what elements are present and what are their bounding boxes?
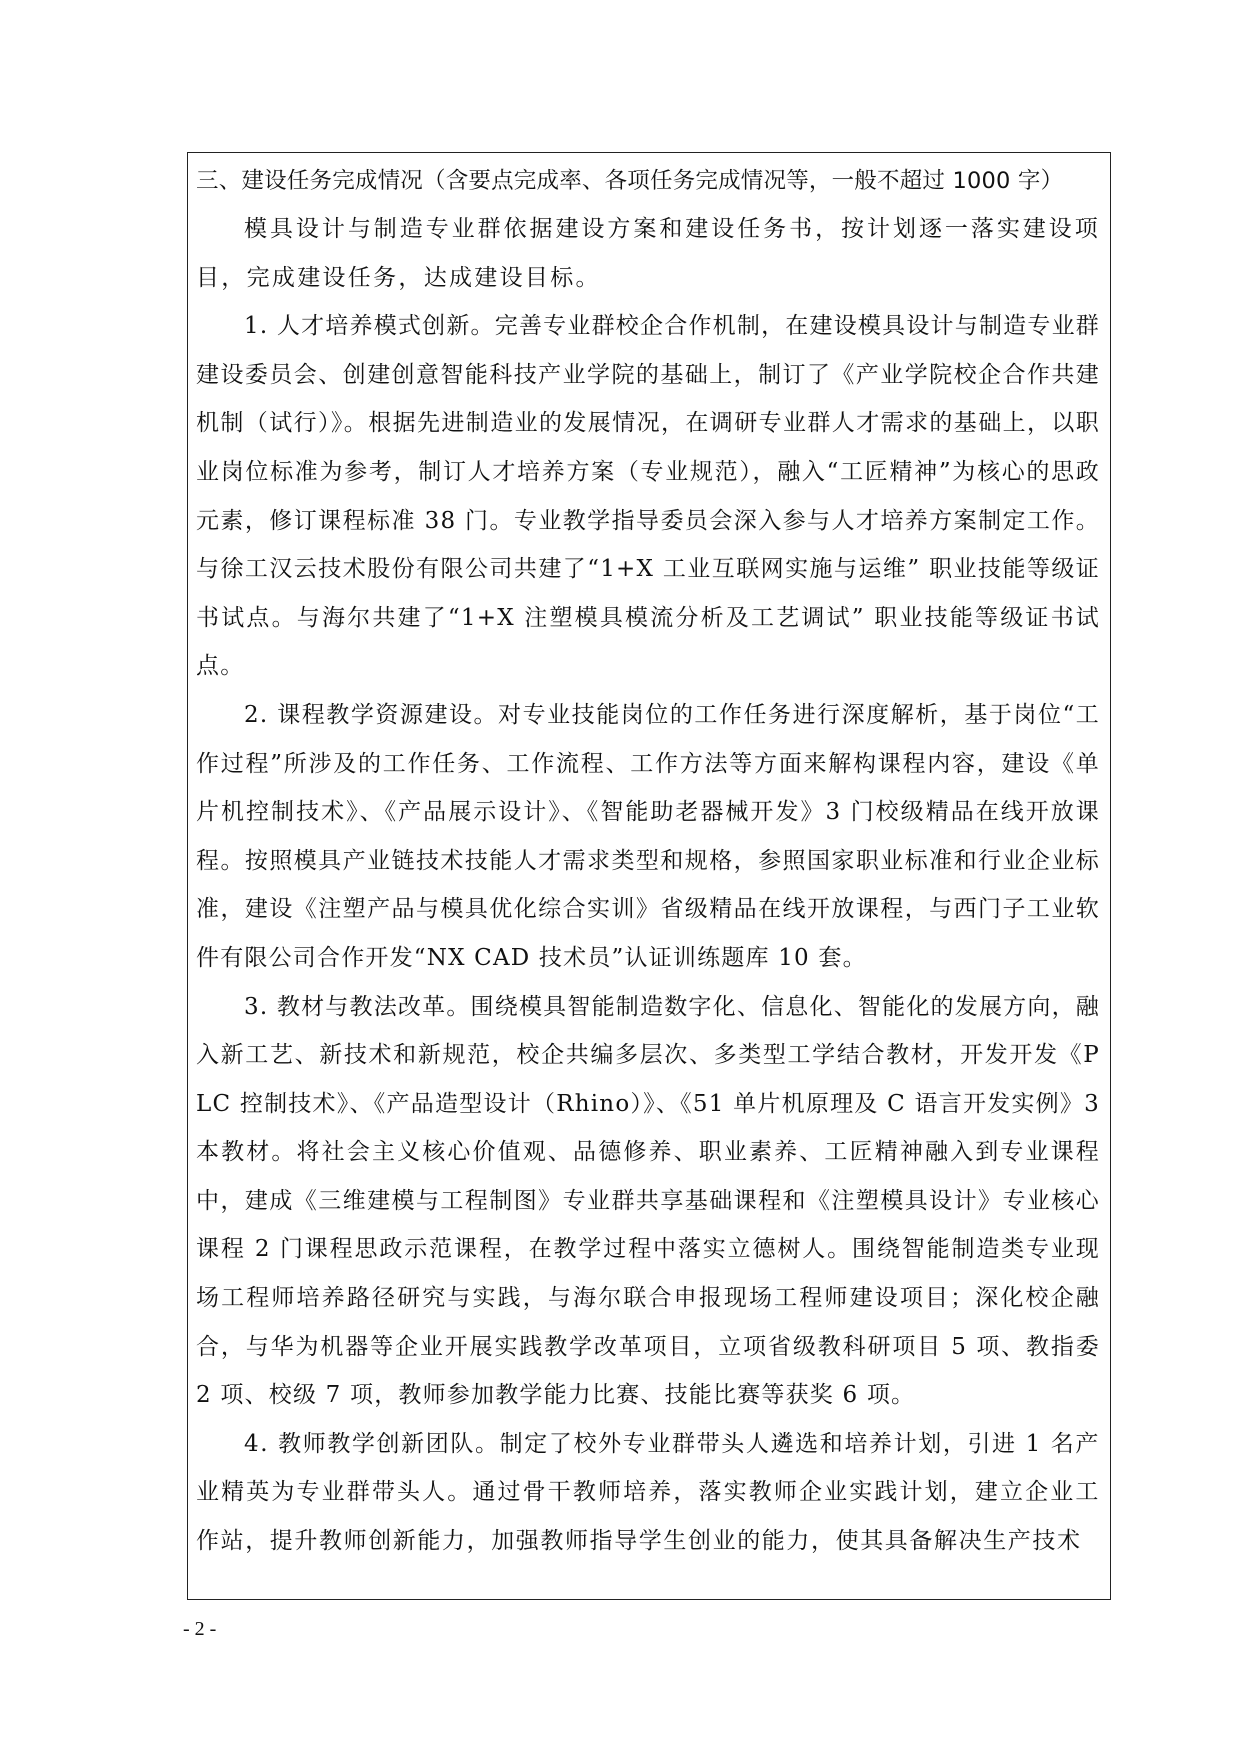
page-number: - 2 - bbox=[183, 1618, 217, 1640]
intro-paragraph: 模具设计与制造专业群依据建设方案和建设任务书，按计划逐一落实建设项目，完成建设任务，达成建设目标。 bbox=[196, 216, 1100, 291]
section-heading: 三、建设任务完成情况（含要点完成率、各项任务完成情况等，一般不超过 1000 字） bbox=[196, 168, 1064, 194]
paragraph-course-resources: 2. 课程教学资源建设。对专业技能岗位的工作任务进行深度解析，基于岗位“工作过程”所涉及的工作任务、工作流程、工作方法等方面来解构课程内容，建设《单片机控制技术》、《产品展示设计》、《智能助老器械开发》3 门校级精品在线开放课程。按照模具产业链技术技能人才需求类型和规格，参照国家职业标准和行业企业标准，建设《注塑产品与模具优化综合实训》省级精品在线开放课程，与西门子工业软件有限公司合作开发“NX CAD 技术员”认证训练题库 10 套。 bbox=[196, 701, 1100, 971]
paragraph-teaching-team: 4. 教师教学创新团队。制定了校外专业群带头人遴选和培养计划，引进 1 名产业精英为专业群带头人。通过骨干教师培养，落实教师企业实践计划，建立企业工作站，提升教师创新能力，加强教师指导学生创业的能力，使其具备解决生产技术 bbox=[196, 1430, 1100, 1555]
paragraph-textbook-reform: 3. 教材与教法改革。围绕模具智能制造数字化、信息化、智能化的发展方向，融入新工艺、新技术和新规范，校企共编多层次、多类型工学结合教材，开发开发《PLC 控制技术》、《产品造型设计（Rhino）》、《51 单片机原理及 C 语言开发实例》3 本教材。将社会主义核心价值观、品德修养、职业素养、工匠精神融入到专业课程中，建成《三维建模与工程制图》专业群共享基础课程和《注塑模具设计》专业核心课程 2 门课程思政示范课程，在教学过程中落实立德树人。围绕智能制造类专业现场工程师培养路径研究与实践，与海尔联合申报现场工程师建设项目；深化校企融合，与华为机器等企业开展实践教学改革项目，立项省级教科研项目 5 项、教指委 2 项、校级 7 项，教师参加教学能力比赛、技能比赛等获奖 6 项。 bbox=[196, 993, 1100, 1409]
paragraph-talent-cultivation: 1. 人才培养模式创新。完善专业群校企合作机制，在建设模具设计与制造专业群建设委员会、创建创意智能科技产业学院的基础上，制订了《产业学院校企合作共建机制（试行）》。根据先进制造业的发展情况，在调研专业群人才需求的基础上，以职业岗位标准为参考，制订人才培养方案（专业规范），融入“工匠精神”为核心的思政元素，修订课程标准 38 门。专业教学指导委员会深入参与人才培养方案制定工作。与徐工汉云技术股份有限公司共建了“1+X 工业互联网实施与运维” 职业技能等级证书试点。与海尔共建了“1+X 注塑模具模流分析及工艺调试” 职业技能等级证书试点。 bbox=[196, 313, 1100, 680]
section-body bbox=[196, 205, 1100, 1566]
